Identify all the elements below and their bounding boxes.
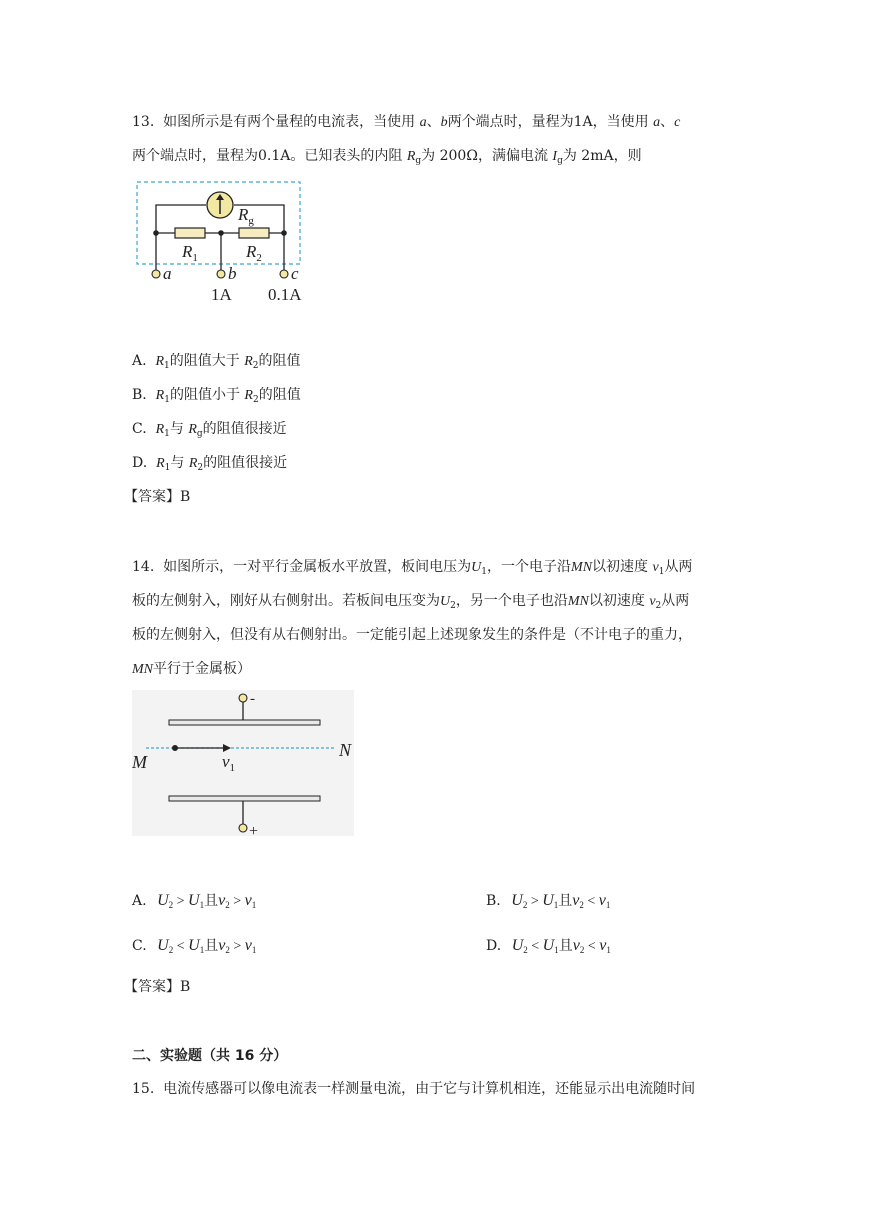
q14-option-b[interactable] — [486, 890, 610, 910]
u-symbol: U — [188, 937, 200, 954]
range-01a: 0.1A — [258, 148, 291, 164]
mn-symbol: MN — [132, 662, 153, 677]
r-symbol: R — [155, 354, 165, 369]
r-sub: 1 — [164, 463, 171, 473]
r-sub: 2 — [252, 361, 259, 371]
q14-text: ，另一个电子也沿 — [455, 593, 568, 609]
u-sub: 2 — [168, 900, 174, 910]
q13-text: 两个端点时，量程为 — [132, 148, 258, 164]
u-symbol: U — [157, 892, 169, 909]
option-letter: A. — [132, 353, 147, 369]
r-symbol: R — [155, 388, 165, 403]
r-symbol: R — [156, 456, 165, 471]
terminal-b — [217, 270, 225, 278]
u-sub: 1 — [481, 567, 488, 577]
q14-text: ，一个电子沿 — [487, 559, 572, 575]
q14-text: 如图所示，一对平行金属板水平放置，板间电压为 — [163, 559, 472, 575]
q14-text: 板的左侧射入，刚好从右侧射出。若板间电压变为 — [132, 593, 440, 609]
op: < — [531, 939, 540, 954]
minus-sign: - — [250, 691, 255, 707]
u-symbol: U — [511, 937, 524, 954]
u-sub: 1 — [199, 900, 205, 910]
u-sub: 1 — [554, 945, 559, 955]
rg-sub: g — [415, 156, 422, 166]
r1-label: $R_1$ — [182, 242, 198, 264]
ig-symbol: I — [552, 149, 558, 164]
u-symbol: U — [542, 937, 555, 954]
sep: 、 — [426, 114, 441, 130]
u-sub: 2 — [523, 945, 528, 955]
option-letter: A. — [132, 893, 147, 909]
term-a-ref: a — [419, 115, 427, 130]
u-symbol: U — [440, 594, 451, 609]
q13-answer: 【答案】B — [124, 489, 191, 505]
q14-text: 以初速度 — [592, 559, 649, 575]
q14-line4 — [132, 652, 742, 687]
option-text: 的阻值很接近 — [203, 455, 288, 471]
op: < — [587, 894, 596, 909]
q14-text: 从两 — [664, 559, 693, 575]
q13-text: 为 — [421, 148, 436, 164]
v-sub: 2 — [225, 900, 230, 910]
q13-line2 — [132, 139, 742, 178]
label-m: M — [132, 752, 147, 772]
q14-option-a[interactable] — [132, 890, 256, 910]
r-symbol: R — [188, 422, 197, 437]
op: < — [587, 939, 596, 954]
q13-text: 。已知表头的内阻 — [290, 148, 403, 164]
option-text: 的阻值 — [258, 353, 301, 369]
q13-text: 两个端点时，量程为 — [447, 114, 574, 130]
v-sub: 1 — [251, 900, 257, 910]
option-letter: C. — [132, 421, 147, 437]
r-sub: 1 — [164, 429, 170, 439]
terminal-a-label: a — [163, 264, 172, 283]
terminal-b-label: b — [228, 264, 237, 283]
op: > — [530, 894, 539, 909]
v-sub: 1 — [251, 945, 257, 955]
q13-line1 — [132, 105, 742, 140]
q15-number: 15. — [132, 1081, 155, 1097]
v-sub: 1 — [605, 900, 611, 910]
label-v1: $v_1$ — [222, 752, 236, 774]
q13-option-c[interactable] — [132, 418, 287, 439]
v-symbol: v — [598, 892, 606, 909]
range-label-1a: 1A — [211, 285, 232, 304]
v-symbol: v — [218, 937, 226, 954]
bottom-plate — [169, 796, 320, 801]
label-n: N — [339, 740, 352, 760]
rg-value: 200Ω — [439, 148, 478, 164]
q13-option-b[interactable] — [132, 384, 301, 405]
r-sub: 1 — [164, 395, 170, 405]
resistor-r2 — [239, 228, 269, 238]
op: > — [233, 939, 242, 954]
plus-sign: + — [249, 823, 259, 840]
option-text: 的阻值 — [258, 387, 301, 403]
q13-text: 如图所示是有两个量程的电流表，当使用 — [163, 114, 416, 130]
ig-value: 2mA — [581, 148, 614, 164]
term-b-ref: b — [440, 115, 448, 130]
q14-number: 14. — [132, 559, 155, 575]
r-symbol: R — [244, 388, 253, 403]
term-c-ref: c — [674, 115, 681, 130]
conj: 且 — [558, 939, 573, 954]
rg-symbol: R — [406, 149, 416, 164]
conj: 且 — [558, 894, 573, 909]
r-sub: 1 — [164, 361, 170, 371]
terminal-a — [152, 270, 160, 278]
q13-option-d[interactable] — [132, 452, 287, 473]
option-letter: C. — [132, 938, 147, 954]
q15-line1 — [132, 1072, 742, 1106]
v-sub: 1 — [658, 567, 665, 577]
section-title-experiment: 二、实验题（共 16 分） — [132, 1048, 288, 1064]
q14-text: 从两 — [661, 593, 690, 609]
option-letter: B. — [486, 893, 501, 909]
q15-text: 电流传感器可以像电流表一样测量电流，由于它与计算机相连，还能显示出电流随时间 — [163, 1081, 696, 1097]
v-symbol: v — [599, 937, 607, 954]
q14-answer: 【答案】B — [124, 979, 191, 995]
u-sub: 2 — [450, 601, 456, 611]
op: < — [176, 939, 185, 954]
v-sub: 2 — [579, 945, 585, 955]
conj: 且 — [204, 939, 219, 954]
v-symbol: v — [244, 892, 252, 909]
q13-number: 13. — [132, 114, 155, 130]
q14-line3: 板的左侧射入，但没有从右侧射出。一定能引起上述现象发生的条件是（不计电子的重力， — [132, 627, 692, 643]
r-sub: g — [196, 429, 203, 439]
mn-symbol: MN — [567, 594, 589, 609]
v-symbol: v — [244, 937, 252, 954]
ammeter-circuit-figure — [132, 178, 312, 306]
u-symbol: U — [511, 892, 523, 909]
u-symbol: U — [157, 937, 169, 954]
sep: 、 — [660, 114, 675, 130]
terminal-negative — [239, 694, 247, 702]
u-sub: 1 — [553, 900, 559, 910]
range-label-01a: 0.1A — [268, 285, 302, 304]
q13-text: ，满偏电流 — [477, 148, 548, 164]
option-text: 与 — [169, 421, 184, 437]
v-symbol: v — [572, 892, 580, 909]
u-symbol: U — [542, 892, 554, 909]
v-sub: 2 — [655, 601, 662, 611]
v-sub: 1 — [606, 945, 611, 955]
option-letter: D. — [132, 455, 148, 471]
v-symbol: v — [649, 594, 656, 609]
v-symbol: v — [652, 560, 659, 575]
terminal-c-label: c — [291, 264, 299, 283]
resistor-r1 — [175, 228, 205, 238]
q13-text: ，则 — [613, 148, 642, 164]
rg-label: $R_g$ — [238, 205, 254, 227]
q14-text: 平行于金属板） — [153, 661, 251, 677]
option-text: 与 — [170, 455, 185, 471]
q13-text: ，当使用 — [592, 114, 649, 130]
option-letter: D. — [486, 938, 502, 954]
mn-symbol: MN — [571, 560, 593, 575]
u-symbol: U — [471, 560, 482, 575]
option-text: 的阻值小于 — [169, 387, 240, 403]
range-1a: 1A — [573, 114, 593, 130]
r-symbol: R — [155, 422, 165, 437]
q14-option-c[interactable] — [132, 935, 256, 955]
u-sub: 2 — [522, 900, 528, 910]
v-sub: 2 — [225, 945, 230, 955]
r-sub: 2 — [197, 463, 204, 473]
q14-text: 以初速度 — [588, 593, 645, 609]
term-a-ref: a — [653, 115, 661, 130]
q13-option-a[interactable] — [132, 350, 301, 371]
u-sub: 2 — [168, 945, 174, 955]
r-sub: 2 — [252, 395, 259, 405]
op: > — [176, 894, 185, 909]
top-plate — [169, 720, 320, 725]
conj: 且 — [204, 894, 219, 909]
u-symbol: U — [188, 892, 200, 909]
op: > — [233, 894, 242, 909]
r-symbol: R — [244, 354, 253, 369]
v-sub: 2 — [579, 900, 584, 910]
v-symbol: v — [572, 937, 580, 954]
q13-text: 为 — [562, 148, 577, 164]
r-symbol: R — [188, 456, 198, 471]
option-letter: B. — [132, 387, 147, 403]
option-text: 的阻值很接近 — [202, 421, 287, 437]
v-symbol: v — [218, 892, 226, 909]
r2-label: $R_2$ — [246, 242, 262, 264]
option-text: 的阻值大于 — [169, 353, 240, 369]
u-sub: 1 — [199, 945, 205, 955]
ig-sub: g — [557, 156, 563, 166]
terminal-c — [280, 270, 288, 278]
terminal-positive — [239, 824, 247, 832]
parallel-plates-figure — [132, 690, 354, 840]
q14-option-d[interactable] — [486, 935, 611, 955]
